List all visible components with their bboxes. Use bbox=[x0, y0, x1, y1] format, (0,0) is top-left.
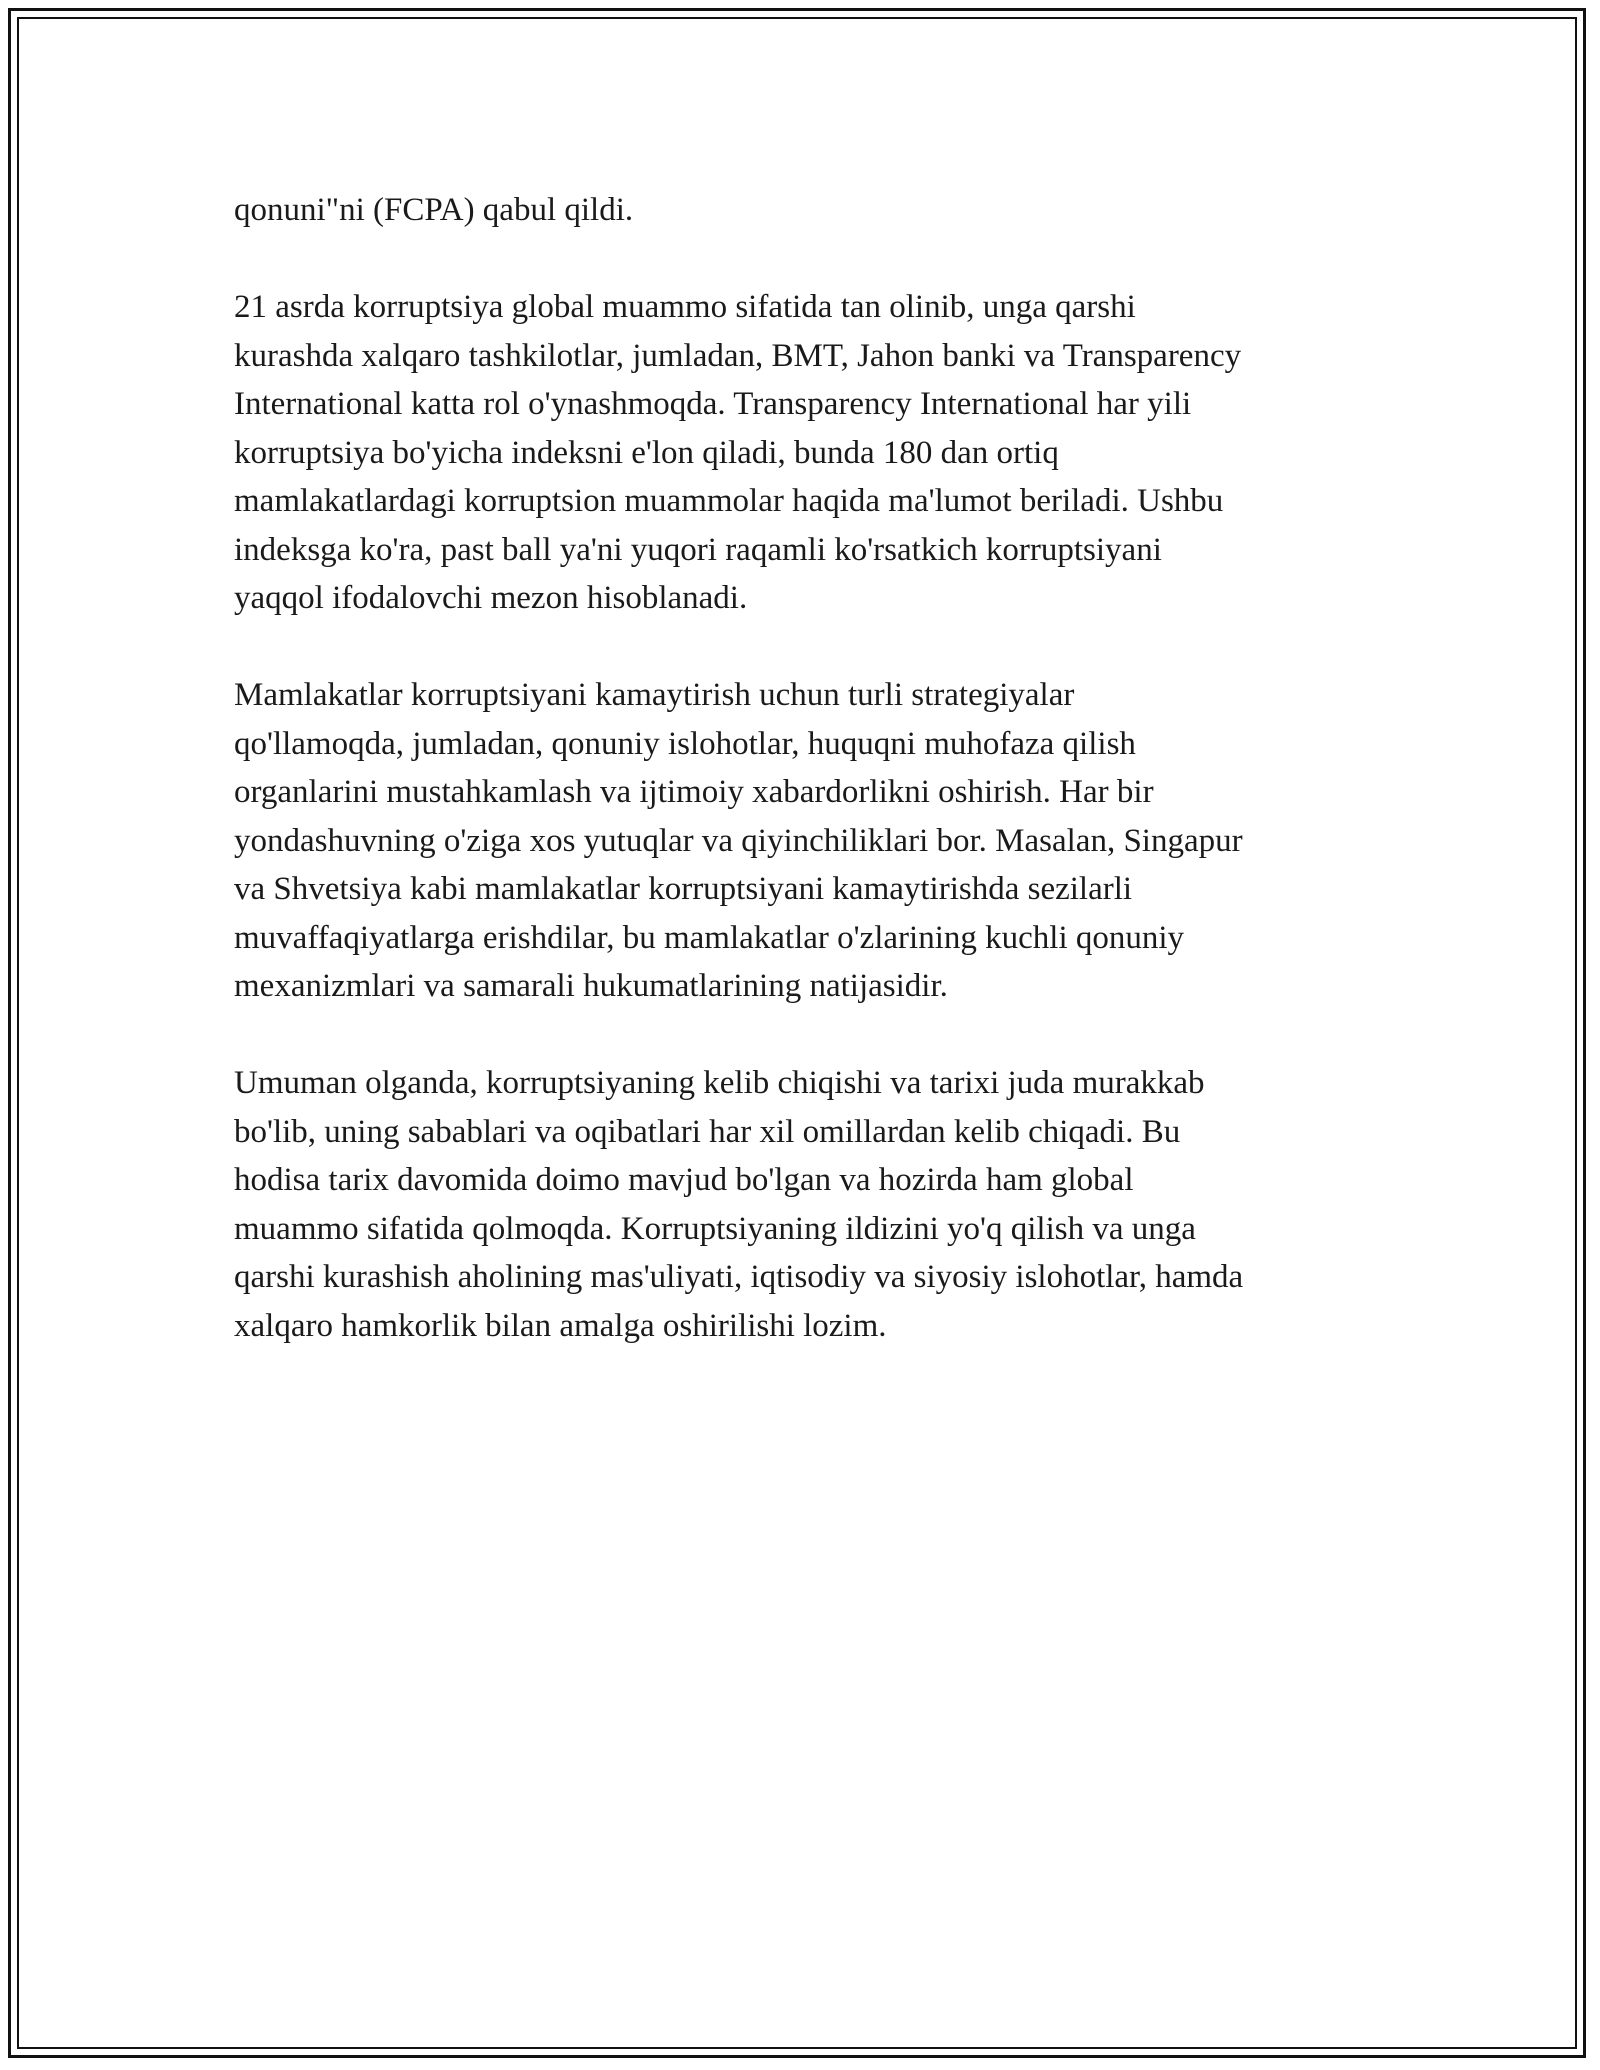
paragraph-strategies bbox=[234, 671, 1364, 1011]
text-line: yaqqol ifodalovchi mezon hisoblanadi. bbox=[234, 580, 748, 616]
text-line: organlarini mustahkamlash va ijtimoiy xabardorlikni oshirish. Har bir bbox=[234, 774, 1154, 810]
text-line: muammo sifatida qolmoqda. Korruptsiyaning ildizini yo'q qilish va unga bbox=[234, 1210, 1196, 1247]
text-line: Mamlakatlar korruptsiyani kamaytirish uchun turli strategiyalar bbox=[234, 677, 1075, 713]
text-line: bo'lib, uning sabablari va oqibatlari har xil omillardan kelib chiqadi. Bu bbox=[234, 1113, 1181, 1150]
text-line: International katta rol o'ynashmoqda. Transparency International har yili bbox=[234, 386, 1192, 422]
text-line: 21 asrda korruptsiya global muammo sifatida tan olinib, unga qarshi bbox=[234, 289, 1136, 325]
text-line: yondashuvning o'ziga xos yutuqlar va qiyinchiliklari bor. Masalan, Singapur bbox=[234, 822, 1243, 859]
text-line: indeksga ko'ra, past ball ya'ni yuqori raqamli ko'rsatkich korruptsiyani bbox=[234, 531, 1162, 568]
document-body bbox=[234, 186, 1364, 1399]
paragraph-conclusion bbox=[234, 1059, 1364, 1350]
paragraph-global-problem bbox=[234, 283, 1364, 623]
text-line: qonuni"ni (FCPA) qabul qildi. bbox=[234, 192, 634, 228]
paragraph-fcpa bbox=[234, 186, 1364, 235]
text-line: kurashda xalqaro tashkilotlar, jumladan, BMT, Jahon banki va Transparency bbox=[234, 337, 1242, 374]
text-line: mexanizmlari va samarali hukumatlarining natijasidir. bbox=[234, 968, 948, 1004]
text-line: Umuman olganda, korruptsiyaning kelib chiqishi va tarixi juda murakkab bbox=[234, 1065, 1205, 1101]
text-line: va Shvetsiya kabi mamlakatlar korruptsiyani kamaytirishda sezilarli bbox=[234, 871, 1133, 907]
text-line: qo'llamoqda, jumladan, qonuniy islohotlar, huquqni muhofaza qilish bbox=[234, 725, 1136, 762]
text-line: korruptsiya bo'yicha indeksni e'lon qiladi, bunda 180 dan ortiq bbox=[234, 434, 1059, 471]
text-line: muvaffaqiyatlarga erishdilar, bu mamlakatlar o'zlarining kuchli qonuniy bbox=[234, 919, 1185, 956]
text-line: qarshi kurashish aholining mas'uliyati, iqtisodiy va siyosiy islohotlar, hamda bbox=[234, 1259, 1244, 1295]
text-line: hodisa tarix davomida doimo mavjud bo'lgan va hozirda ham global bbox=[234, 1162, 1134, 1198]
text-line: xalqaro hamkorlik bilan amalga oshirilishi lozim. bbox=[234, 1307, 887, 1344]
text-line: mamlakatlardagi korruptsion muammolar haqida ma'lumot beriladi. Ushbu bbox=[234, 483, 1224, 519]
